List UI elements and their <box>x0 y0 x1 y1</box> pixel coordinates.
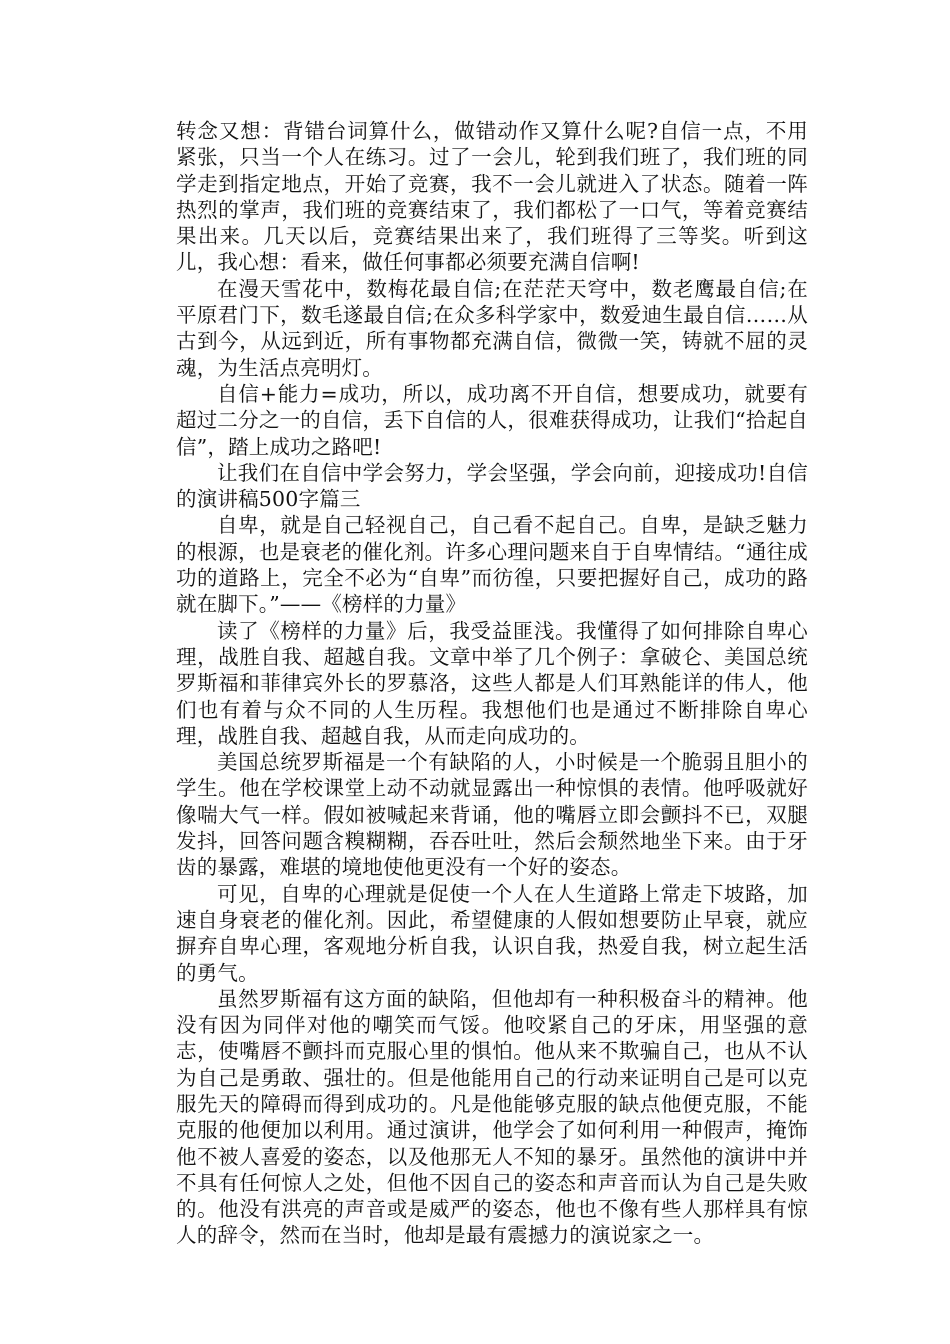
paragraph-7: 美国总统罗斯福是一个有缺陷的人，小时候是一个脆弱且胆小的学生。他在学校课堂上动不动就显露出一种惊惧的表情。他呼吸就好像喘大气一样。假如被喊起来背诵，他的嘴唇立即会颤抖不已，双腿发抖，回答问题含糗糊糊，吞吞吐吐，然后会颓然地坐下来。由于牙齿的暴露，难堪的境地使他更没有一个好的姿态。 <box>176 750 808 880</box>
document-page <box>176 118 808 1249</box>
paragraph-3: 自信+能力=成功，所以，成功离不开自信，想要成功，就要有超过二分之一的自信，丢下自信的人，很难获得成功，让我们“拾起自信”，踏上成功之路吧! <box>176 381 808 459</box>
paragraph-5: 自卑，就是自己轻视自己，自己看不起自己。自卑，是缺乏魅力的根源，也是衰老的催化剂。许多心理问题来自于自卑情结。“通往成功的道路上，完全不必为“自卑”而彷徨，只要把握好自己，成功的路就在脚下。”——《榜样的力量》 <box>176 513 808 617</box>
paragraph-2: 在漫天雪花中，数梅花最自信;在茫茫天穹中，数老鹰最自信;在平原君门下，数毛遂最自信;在众多科学家中，数爱迪生最自信……从古到今，从远到近，所有事物都充满自信，微微一笑，铸就不屈的灵魂，为生活点亮明灯。 <box>176 276 808 380</box>
paragraph-4: 让我们在自信中学会努力，学会坚强，学会向前，迎接成功!自信的演讲稿500字篇三 <box>176 460 808 512</box>
paragraph-9: 虽然罗斯福有这方面的缺陷，但他却有一种积极奋斗的精神。他没有因为同伴对他的嘲笑而气馁。他咬紧自己的牙床，用坚强的意志，使嘴唇不颤抖而克服心里的惧怕。他从来不欺骗自己，也从不认为自己是勇敢、强壮的。但是他能用自己的行动来证明自己是可以克服先天的障碍而得到成功的。凡是他能够克服的缺点他便克服，不能克服的他便加以利用。通过演讲，他学会了如何利用一种假声，掩饰他不被人喜爱的姿态，以及他那无人不知的暴牙。虽然他的演讲中并不具有任何惊人之处，但他不因自己的姿态和声音而认为自己是失败的。他没有洪亮的声音或是威严的姿态，他也不像有些人那样具有惊人的辞令，然而在当时，他却是最有震撼力的演说家之一。 <box>176 986 808 1248</box>
paragraph-6: 读了《榜样的力量》后，我受益匪浅。我懂得了如何排除自卑心理，战胜自我、超越自我。文章中举了几个例子：拿破仑、美国总统罗斯福和菲律宾外长的罗慕洛，这些人都是人们耳熟能详的伟人，他们也有着与众不同的人生历程。我想他们也是通过不断排除自卑心理，战胜自我、超越自我，从而走向成功的。 <box>176 618 808 748</box>
paragraph-8: 可见，自卑的心理就是促使一个人在人生道路上常走下坡路，加速自身衰老的催化剂。因此，希望健康的人假如想要防止早衰，就应摒弃自卑心理，客观地分析自我，认识自我，热爱自我，树立起生活的勇气。 <box>176 881 808 985</box>
paragraph-1: 转念又想：背错台词算什么，做错动作又算什么呢?自信一点，不用紧张，只当一个人在练习。过了一会儿，轮到我们班了，我们班的同学走到指定地点，开始了竞赛，我不一会儿就进入了状态。随着一阵热烈的掌声，我们班的竞赛结束了，我们都松了一口气，等着竞赛结果出来。几天以后，竞赛结果出来了，我们班得了三等奖。听到这儿，我心想：看来，做任何事都必须要充满自信啊! <box>176 119 808 275</box>
